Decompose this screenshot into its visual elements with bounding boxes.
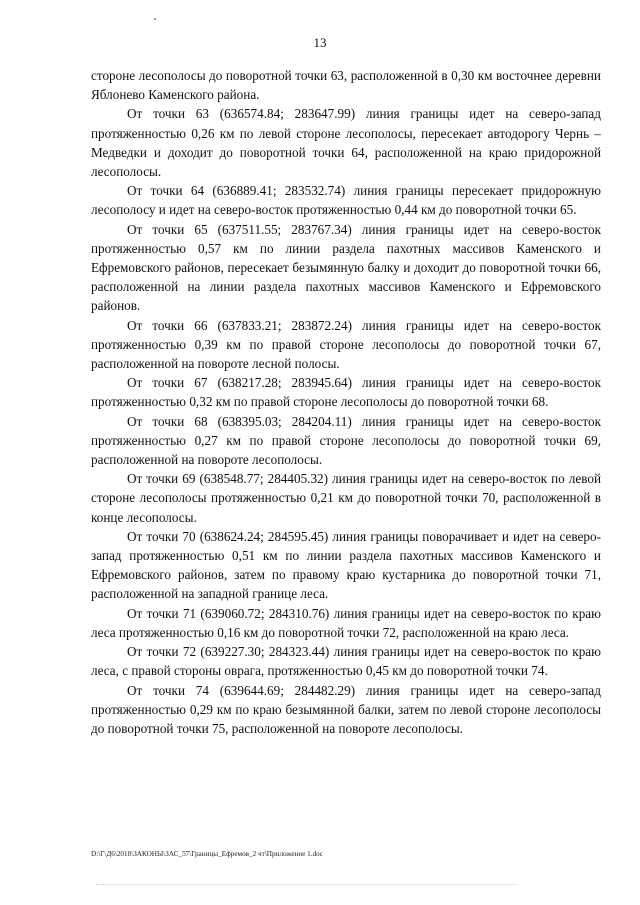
paragraph: От точки 68 (638395.03; 284204.11) линия границы идет на северо-восток протяженностью 0,27 км по правой стороне лесополосы до поворотной точки 69, расположенной на повороте лесополосы. (91, 413, 601, 468)
paragraph: От точки 63 (636574.84; 283647.99) линия границы идет на северо-запад протяженностью 0,26 км по левой стороне лесополосы, пересекает автодорогу Чернь – Медведки и доходит до поворотной точки 64, расположенной на краю придорожной лесополосы. (91, 106, 601, 180)
paragraph: От точки 74 (639644.69; 284482.29) линия границы идет на северо-запад протяженностью 0,29 км по краю безымянной балки, затем по левой стороне лесополосы до поворотной точки 75, расположенной на повороте лесополосы. (91, 682, 601, 736)
paragraph: От точки 72 (639227.30; 284323.44) линия границы идет на северо-восток по краю леса, с правой стороны оврага, протяженностью 0,45 км до поворотной точки 74. (91, 644, 601, 679)
paragraph: От точки 71 (639060.72; 284310.76) линия границы идет на северо-восток по краю леса протяженностью 0,16 км до поворотной точки 72, расположенной на краю леса. (91, 605, 601, 640)
paragraph: От точки 65 (637511.55; 283767.34) линия границы идет на северо-восток протяженностью 0,57 км по линии раздела пахотных массивов Каменского и Ефремовского районов, пересекает безымянную балку и доходит до поворотной точки 66, расположенной на линии раздела пахотных массивов Каменского и Ефремовского районов. (91, 221, 601, 314)
paragraph: От точки 67 (638217.28; 283945.64) линия границы идет на северо-восток протяженностью 0,32 км по правой стороне лесополосы до поворотной точки 68. (91, 375, 601, 410)
scan-artifact-line (96, 884, 516, 887)
paragraph: стороне лесополосы до поворотной точки 63, расположенной в 0,30 км восточнее деревни Яблонево Каменского района. (91, 68, 601, 103)
paragraph: От точки 69 (638548.77; 284405.32) линия границы идет на северо-восток по левой стороне лесополосы протяженностью 0,21 км до поворотной точки 70, расположенной в конце лесополосы. (91, 471, 601, 525)
page-number: 13 (313, 35, 327, 50)
document-body (91, 66, 601, 738)
scan-artifact-dot (154, 18, 156, 20)
paragraph: От точки 64 (636889.41; 283532.74) линия границы пересекает придорожную лесополосу и идет на северо-восток протяженностью 0,44 км до поворотной точки 65. (91, 183, 601, 218)
footer-file-path: D:\Г\Д6\2018\ЗАКОНЫ\ЗАС_57\Границы_Ефремов_2 чт\Приложение 1.doc (91, 850, 323, 858)
paragraph: От точки 70 (638624.24; 284595.45) линия границы поворачивает и идет на северо-запад протяженностью 0,51 км по линии раздела пахотных массивов Каменского и Ефремовского районов, затем по правому краю кустарника до поворотной точки 71, расположенной на западной границе леса. (91, 528, 601, 602)
paragraph: От точки 66 (637833.21; 283872.24) линия границы идет на северо-восток протяженностью 0,39 км по правой стороне лесополосы до поворотной точки 67, расположенной на повороте лесной полосы. (91, 317, 601, 372)
